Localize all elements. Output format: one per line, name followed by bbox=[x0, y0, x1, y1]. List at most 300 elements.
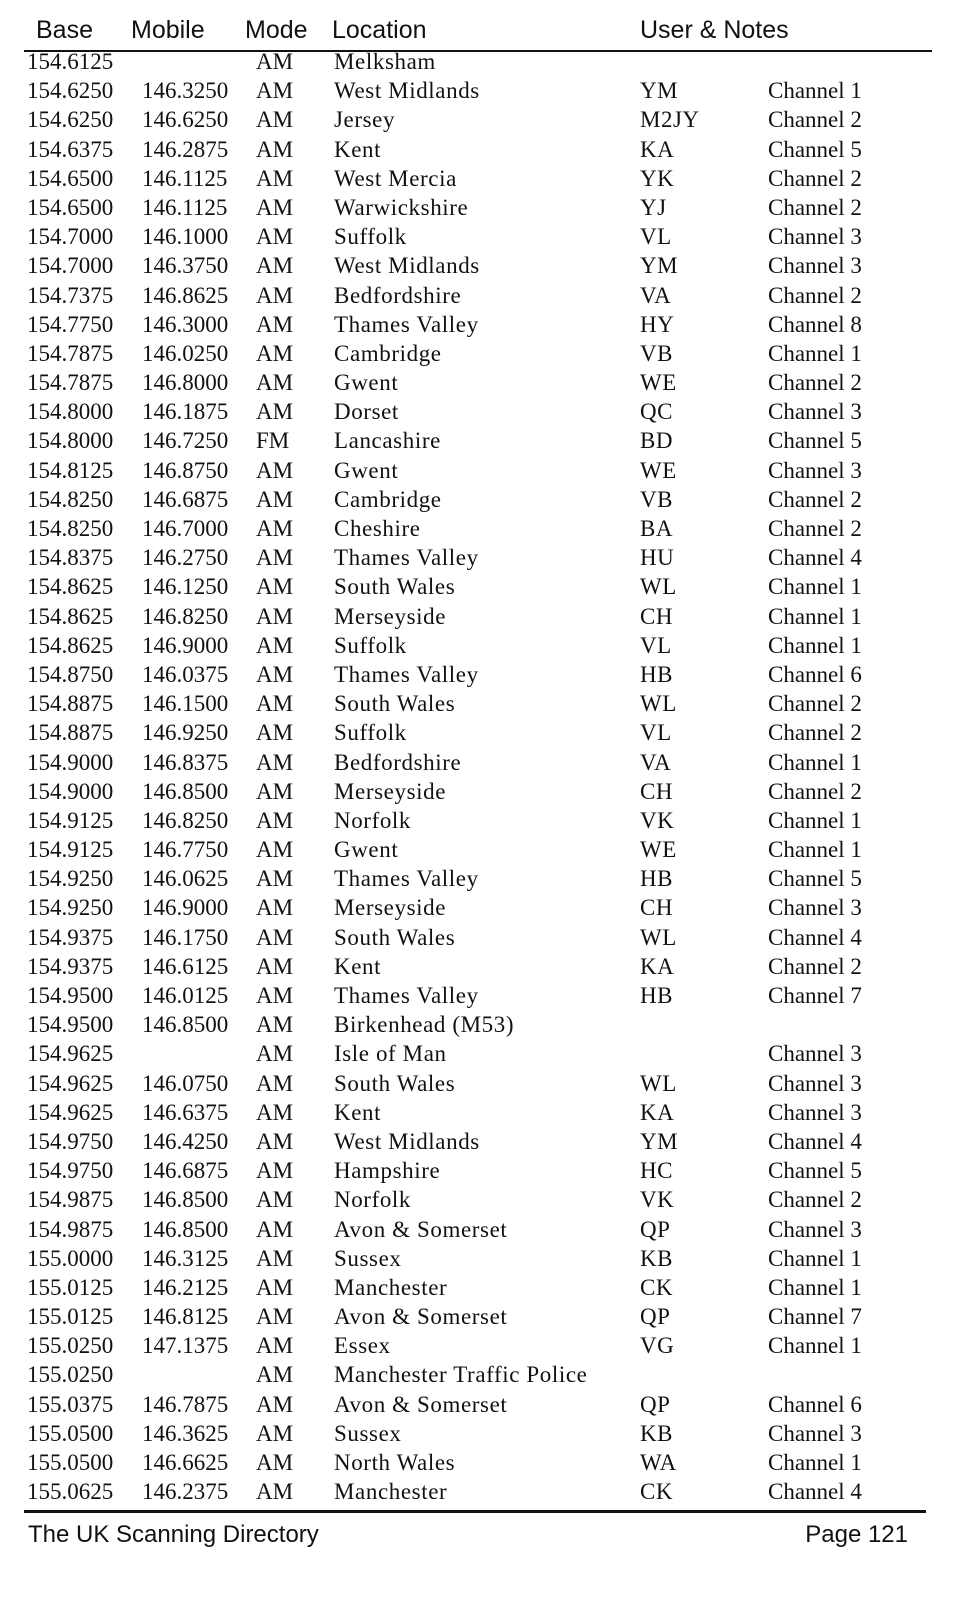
base-frequency: 154.8125 bbox=[27, 457, 114, 483]
mode: AM bbox=[256, 661, 294, 687]
user-code: CK bbox=[640, 1479, 673, 1505]
mode: FM bbox=[256, 428, 290, 454]
mobile-frequency: 146.0625 bbox=[142, 866, 229, 892]
location: Merseyside bbox=[334, 895, 447, 921]
user-code: KA bbox=[640, 953, 675, 979]
user-code: HB bbox=[640, 866, 673, 892]
mobile-frequency: 146.1875 bbox=[142, 399, 229, 425]
mode: AM bbox=[256, 691, 294, 717]
mode: AM bbox=[256, 807, 294, 833]
base-frequency: 155.0250 bbox=[27, 1362, 114, 1388]
location: West Midlands bbox=[334, 253, 480, 279]
mobile-frequency: 146.8125 bbox=[142, 1304, 229, 1330]
mobile-frequency: 146.8000 bbox=[142, 370, 229, 396]
table-row bbox=[0, 222, 980, 251]
location: Suffolk bbox=[334, 224, 407, 250]
channel-note: Channel 1 bbox=[768, 1245, 862, 1271]
table-row bbox=[0, 864, 980, 893]
channel-note: Channel 3 bbox=[768, 895, 862, 921]
user-code: VL bbox=[640, 224, 672, 250]
table-row bbox=[0, 368, 980, 397]
base-frequency: 155.0000 bbox=[27, 1245, 114, 1271]
mobile-frequency: 146.1125 bbox=[142, 165, 228, 191]
location: Norfolk bbox=[334, 807, 412, 833]
mobile-frequency: 146.0125 bbox=[142, 983, 229, 1008]
user-code: CH bbox=[640, 603, 673, 629]
mode: AM bbox=[256, 983, 294, 1008]
mode: AM bbox=[256, 340, 294, 366]
location: Cheshire bbox=[334, 516, 421, 541]
base-frequency: 154.9875 bbox=[27, 1216, 114, 1242]
mobile-frequency: 146.2875 bbox=[142, 136, 229, 162]
channel-note: Channel 3 bbox=[768, 253, 862, 279]
table-row bbox=[0, 76, 980, 105]
location: Thames Valley bbox=[334, 661, 479, 687]
mobile-frequency: 146.3125 bbox=[142, 1245, 229, 1271]
base-frequency: 154.6250 bbox=[27, 107, 114, 133]
mobile-frequency: 146.6875 bbox=[142, 486, 229, 512]
mobile-frequency: 146.3625 bbox=[142, 1420, 229, 1446]
mobile-frequency: 146.2125 bbox=[142, 1274, 229, 1300]
base-frequency: 154.9000 bbox=[27, 778, 114, 804]
base-frequency: 154.9375 bbox=[27, 953, 114, 979]
location: South Wales bbox=[334, 574, 456, 600]
mobile-frequency: 146.8500 bbox=[142, 1216, 229, 1242]
user-code: VG bbox=[640, 1333, 675, 1359]
mode: AM bbox=[256, 486, 294, 512]
channel-note: Channel 2 bbox=[768, 370, 862, 396]
mobile-frequency: 146.6625 bbox=[142, 1450, 229, 1475]
table-row bbox=[0, 251, 980, 280]
user-code: WA bbox=[640, 1450, 677, 1475]
mode: AM bbox=[256, 1070, 294, 1096]
user-code: HB bbox=[640, 983, 673, 1008]
mobile-frequency: 146.7875 bbox=[142, 1391, 229, 1417]
user-code: KA bbox=[640, 1099, 675, 1125]
mode: AM bbox=[256, 1128, 294, 1154]
location: Merseyside bbox=[334, 778, 447, 804]
location: Thames Valley bbox=[334, 983, 479, 1008]
channel-note: Channel 2 bbox=[768, 778, 862, 804]
mode: AM bbox=[256, 632, 294, 658]
user-code: VA bbox=[640, 749, 672, 775]
user-code: WE bbox=[640, 837, 677, 863]
user-code: BD bbox=[640, 428, 673, 454]
channel-note: Channel 5 bbox=[768, 866, 862, 892]
mode: AM bbox=[256, 1041, 294, 1067]
base-frequency: 154.8250 bbox=[27, 516, 114, 541]
base-frequency: 154.7875 bbox=[27, 370, 114, 396]
base-frequency: 154.9625 bbox=[27, 1070, 114, 1096]
base-frequency: 155.0625 bbox=[27, 1479, 114, 1505]
column-header-base: Base bbox=[36, 16, 93, 44]
mode: AM bbox=[256, 1012, 294, 1038]
mode: AM bbox=[256, 749, 294, 775]
base-frequency: 154.6500 bbox=[27, 194, 114, 220]
location: Gwent bbox=[334, 457, 399, 483]
mode: AM bbox=[256, 370, 294, 396]
mode: AM bbox=[256, 136, 294, 162]
channel-note: Channel 1 bbox=[768, 340, 862, 366]
mobile-frequency: 146.6250 bbox=[142, 107, 229, 133]
channel-note: Channel 1 bbox=[768, 574, 862, 600]
mode: AM bbox=[256, 282, 294, 308]
base-frequency: 155.0125 bbox=[27, 1274, 114, 1300]
table-row bbox=[0, 1215, 980, 1244]
base-frequency: 154.8875 bbox=[27, 691, 114, 717]
location: Bedfordshire bbox=[334, 282, 462, 308]
table-row bbox=[0, 1448, 980, 1477]
mode: AM bbox=[256, 165, 294, 191]
channel-note: Channel 4 bbox=[768, 545, 862, 571]
table-row bbox=[0, 835, 980, 864]
channel-note: Channel 7 bbox=[768, 1304, 862, 1330]
location: West Midlands bbox=[334, 78, 480, 104]
table-row bbox=[0, 1390, 980, 1419]
base-frequency: 154.8250 bbox=[27, 486, 114, 512]
user-code: WE bbox=[640, 370, 677, 396]
user-code: QP bbox=[640, 1216, 671, 1242]
location: Isle of Man bbox=[334, 1041, 447, 1067]
channel-note: Channel 2 bbox=[768, 194, 862, 220]
channel-note: Channel 2 bbox=[768, 691, 862, 717]
location: Avon & Somerset bbox=[334, 1391, 508, 1417]
user-code: YM bbox=[640, 1128, 679, 1154]
mobile-frequency: 146.8500 bbox=[142, 778, 229, 804]
mode: AM bbox=[256, 253, 294, 279]
channel-note: Channel 2 bbox=[768, 282, 862, 308]
mode: AM bbox=[256, 1216, 294, 1242]
mobile-frequency: 146.7750 bbox=[142, 837, 229, 863]
location: South Wales bbox=[334, 691, 456, 717]
user-code: YJ bbox=[640, 194, 667, 220]
location: Manchester bbox=[334, 1274, 448, 1300]
base-frequency: 154.6500 bbox=[27, 165, 114, 191]
mobile-frequency: 146.8250 bbox=[142, 603, 229, 629]
user-code: VL bbox=[640, 632, 672, 658]
channel-note: Channel 2 bbox=[768, 107, 862, 133]
base-frequency: 154.7375 bbox=[27, 282, 114, 308]
location: Manchester bbox=[334, 1479, 448, 1505]
mobile-frequency: 146.3750 bbox=[142, 253, 229, 279]
user-code: KB bbox=[640, 1420, 673, 1446]
user-code: VB bbox=[640, 486, 673, 512]
channel-note: Channel 5 bbox=[768, 136, 862, 162]
mobile-frequency: 146.6875 bbox=[142, 1158, 229, 1184]
mobile-frequency: 146.3000 bbox=[142, 311, 229, 337]
base-frequency: 154.9000 bbox=[27, 749, 114, 775]
user-code: YM bbox=[640, 253, 679, 279]
mode: AM bbox=[256, 603, 294, 629]
base-frequency: 154.6125 bbox=[27, 49, 114, 74]
table-row bbox=[0, 47, 980, 76]
base-frequency: 154.8000 bbox=[27, 399, 114, 425]
user-code: QP bbox=[640, 1391, 671, 1417]
channel-note: Channel 1 bbox=[768, 603, 862, 629]
location: Warwickshire bbox=[334, 194, 469, 220]
base-frequency: 154.8000 bbox=[27, 428, 114, 454]
table-row bbox=[0, 1273, 980, 1302]
base-frequency: 154.9750 bbox=[27, 1158, 114, 1184]
base-frequency: 154.9875 bbox=[27, 1187, 114, 1213]
table-row bbox=[0, 660, 980, 689]
table-row bbox=[0, 1185, 980, 1214]
base-frequency: 154.9500 bbox=[27, 1012, 114, 1038]
mobile-frequency: 146.4250 bbox=[142, 1128, 229, 1154]
user-code: HY bbox=[640, 311, 675, 337]
mode: AM bbox=[256, 78, 294, 104]
mobile-frequency: 146.1500 bbox=[142, 691, 229, 717]
user-code: M2JY bbox=[640, 107, 700, 133]
channel-note: Channel 1 bbox=[768, 1450, 862, 1475]
mode: AM bbox=[256, 1333, 294, 1359]
location: Gwent bbox=[334, 370, 399, 396]
mobile-frequency: 146.8500 bbox=[142, 1187, 229, 1213]
location: Cambridge bbox=[334, 340, 442, 366]
mobile-frequency: 146.1750 bbox=[142, 924, 229, 950]
mobile-frequency: 146.0750 bbox=[142, 1070, 229, 1096]
channel-note: Channel 1 bbox=[768, 632, 862, 658]
location: Gwent bbox=[334, 837, 399, 863]
user-code: HB bbox=[640, 661, 673, 687]
location: Thames Valley bbox=[334, 866, 479, 892]
mode: AM bbox=[256, 194, 294, 220]
mode: AM bbox=[256, 1391, 294, 1417]
location: Kent bbox=[334, 136, 382, 162]
base-frequency: 154.8625 bbox=[27, 632, 114, 658]
location: Melksham bbox=[334, 49, 436, 74]
table-row bbox=[0, 602, 980, 631]
channel-note: Channel 3 bbox=[768, 1099, 862, 1125]
table-row bbox=[0, 952, 980, 981]
mode: AM bbox=[256, 1420, 294, 1446]
mode: AM bbox=[256, 1187, 294, 1213]
base-frequency: 154.9125 bbox=[27, 807, 114, 833]
location: Thames Valley bbox=[334, 311, 479, 337]
user-code: YK bbox=[640, 165, 675, 191]
location: Kent bbox=[334, 1099, 382, 1125]
mobile-frequency: 146.0375 bbox=[142, 661, 229, 687]
table-row bbox=[0, 426, 980, 455]
channel-note: Channel 2 bbox=[768, 516, 862, 541]
location: South Wales bbox=[334, 1070, 456, 1096]
table-row bbox=[0, 1069, 980, 1098]
base-frequency: 155.0250 bbox=[27, 1333, 114, 1359]
mobile-frequency: 146.9000 bbox=[142, 632, 229, 658]
channel-note: Channel 6 bbox=[768, 661, 862, 687]
mobile-frequency: 146.8750 bbox=[142, 457, 229, 483]
base-frequency: 154.6375 bbox=[27, 136, 114, 162]
channel-note: Channel 3 bbox=[768, 1420, 862, 1446]
user-code: WE bbox=[640, 457, 677, 483]
mode: AM bbox=[256, 1304, 294, 1330]
location: Hampshire bbox=[334, 1158, 441, 1184]
table-row bbox=[0, 777, 980, 806]
table-row bbox=[0, 193, 980, 222]
user-code: WL bbox=[640, 1070, 677, 1096]
mobile-frequency: 146.7000 bbox=[142, 516, 229, 541]
user-code: WL bbox=[640, 924, 677, 950]
location: Kent bbox=[334, 953, 382, 979]
base-frequency: 154.8750 bbox=[27, 661, 114, 687]
channel-note: Channel 4 bbox=[768, 1479, 862, 1505]
base-frequency: 154.7750 bbox=[27, 311, 114, 337]
mobile-frequency: 146.9000 bbox=[142, 895, 229, 921]
channel-note: Channel 4 bbox=[768, 924, 862, 950]
user-code: VL bbox=[640, 720, 672, 746]
table-row bbox=[0, 981, 980, 1010]
table-row bbox=[0, 164, 980, 193]
mode: AM bbox=[256, 837, 294, 863]
table-row bbox=[0, 105, 980, 134]
channel-note: Channel 3 bbox=[768, 1041, 862, 1067]
user-code: VB bbox=[640, 340, 673, 366]
table-row bbox=[0, 1419, 980, 1448]
table-row bbox=[0, 397, 980, 426]
table-row bbox=[0, 748, 980, 777]
channel-note: Channel 1 bbox=[768, 807, 862, 833]
mode: AM bbox=[256, 1450, 294, 1475]
base-frequency: 154.9625 bbox=[27, 1041, 114, 1067]
channel-note: Channel 8 bbox=[768, 311, 862, 337]
base-frequency: 154.9250 bbox=[27, 866, 114, 892]
table-row bbox=[0, 572, 980, 601]
mode: AM bbox=[256, 1362, 294, 1388]
location: Thames Valley bbox=[334, 545, 479, 571]
mode: AM bbox=[256, 895, 294, 921]
location: North Wales bbox=[334, 1450, 456, 1475]
mode: AM bbox=[256, 107, 294, 133]
table-row bbox=[0, 1156, 980, 1185]
location: Bedfordshire bbox=[334, 749, 462, 775]
mobile-frequency: 146.8500 bbox=[142, 1012, 229, 1038]
base-frequency: 154.9625 bbox=[27, 1099, 114, 1125]
channel-note: Channel 2 bbox=[768, 1187, 862, 1213]
mobile-frequency: 146.8375 bbox=[142, 749, 229, 775]
table-row bbox=[0, 1331, 980, 1360]
table-row bbox=[0, 689, 980, 718]
mobile-frequency: 146.6125 bbox=[142, 953, 229, 979]
channel-note: Channel 2 bbox=[768, 486, 862, 512]
base-frequency: 154.9250 bbox=[27, 895, 114, 921]
base-frequency: 154.7000 bbox=[27, 253, 114, 279]
mode: AM bbox=[256, 399, 294, 425]
base-frequency: 154.8625 bbox=[27, 603, 114, 629]
location: West Mercia bbox=[334, 165, 457, 191]
base-frequency: 154.9375 bbox=[27, 924, 114, 950]
mode: AM bbox=[256, 1099, 294, 1125]
table-row bbox=[0, 456, 980, 485]
mode: AM bbox=[256, 49, 294, 74]
location: Sussex bbox=[334, 1420, 402, 1446]
mobile-frequency: 146.6375 bbox=[142, 1099, 229, 1125]
mode: AM bbox=[256, 1158, 294, 1184]
frequency-table bbox=[0, 47, 980, 1506]
location: Cambridge bbox=[334, 486, 442, 512]
user-code: WL bbox=[640, 691, 677, 717]
base-frequency: 154.9500 bbox=[27, 983, 114, 1008]
location: Manchester Traffic Police bbox=[334, 1362, 588, 1388]
channel-note: Channel 1 bbox=[768, 78, 862, 104]
mode: AM bbox=[256, 457, 294, 483]
mobile-frequency: 146.2375 bbox=[142, 1479, 229, 1505]
base-frequency: 154.9125 bbox=[27, 837, 114, 863]
table-row bbox=[0, 806, 980, 835]
table-row bbox=[0, 1477, 980, 1506]
base-frequency: 154.8625 bbox=[27, 574, 114, 600]
mode: AM bbox=[256, 1274, 294, 1300]
location: Avon & Somerset bbox=[334, 1304, 508, 1330]
mode: AM bbox=[256, 953, 294, 979]
table-row bbox=[0, 631, 980, 660]
base-frequency: 154.7875 bbox=[27, 340, 114, 366]
table-row bbox=[0, 310, 980, 339]
mobile-frequency: 146.3250 bbox=[142, 78, 229, 104]
channel-note: Channel 7 bbox=[768, 983, 862, 1008]
table-row bbox=[0, 514, 980, 543]
user-code: CK bbox=[640, 1274, 673, 1300]
user-code: CH bbox=[640, 778, 673, 804]
table-row bbox=[0, 923, 980, 952]
base-frequency: 155.0500 bbox=[27, 1420, 114, 1446]
user-code: HC bbox=[640, 1158, 673, 1184]
table-row bbox=[0, 1098, 980, 1127]
mode: AM bbox=[256, 778, 294, 804]
channel-note: Channel 4 bbox=[768, 1128, 862, 1154]
mobile-frequency: 146.8625 bbox=[142, 282, 229, 308]
user-code: VA bbox=[640, 282, 672, 308]
user-code: VK bbox=[640, 1187, 675, 1213]
channel-note: Channel 5 bbox=[768, 1158, 862, 1184]
channel-note: Channel 2 bbox=[768, 165, 862, 191]
column-header-mobile: Mobile bbox=[131, 16, 205, 44]
location: Norfolk bbox=[334, 1187, 412, 1213]
column-header-location: Location bbox=[332, 16, 427, 44]
user-code: HU bbox=[640, 545, 675, 571]
table-row bbox=[0, 485, 980, 514]
table-row bbox=[0, 718, 980, 747]
location: Lancashire bbox=[334, 428, 441, 454]
location: Avon & Somerset bbox=[334, 1216, 508, 1242]
mode: AM bbox=[256, 311, 294, 337]
table-row bbox=[0, 339, 980, 368]
user-code: BA bbox=[640, 516, 673, 541]
base-frequency: 154.9750 bbox=[27, 1128, 114, 1154]
user-code: QP bbox=[640, 1304, 671, 1330]
user-code: VK bbox=[640, 807, 675, 833]
mode: AM bbox=[256, 1245, 294, 1271]
base-frequency: 154.8375 bbox=[27, 545, 114, 571]
channel-note: Channel 3 bbox=[768, 1070, 862, 1096]
table-row bbox=[0, 543, 980, 572]
channel-note: Channel 3 bbox=[768, 399, 862, 425]
channel-note: Channel 1 bbox=[768, 837, 862, 863]
base-frequency: 155.0125 bbox=[27, 1304, 114, 1330]
channel-note: Channel 2 bbox=[768, 953, 862, 979]
page-number: Page 121 bbox=[805, 1521, 908, 1548]
mode: AM bbox=[256, 720, 294, 746]
table-row bbox=[0, 281, 980, 310]
table-row bbox=[0, 1010, 980, 1039]
user-code: CH bbox=[640, 895, 673, 921]
mode: AM bbox=[256, 516, 294, 541]
user-code: QC bbox=[640, 399, 673, 425]
table-row bbox=[0, 1302, 980, 1331]
location: Sussex bbox=[334, 1245, 402, 1271]
location: Suffolk bbox=[334, 632, 407, 658]
base-frequency: 155.0500 bbox=[27, 1450, 114, 1475]
table-row bbox=[0, 1127, 980, 1156]
